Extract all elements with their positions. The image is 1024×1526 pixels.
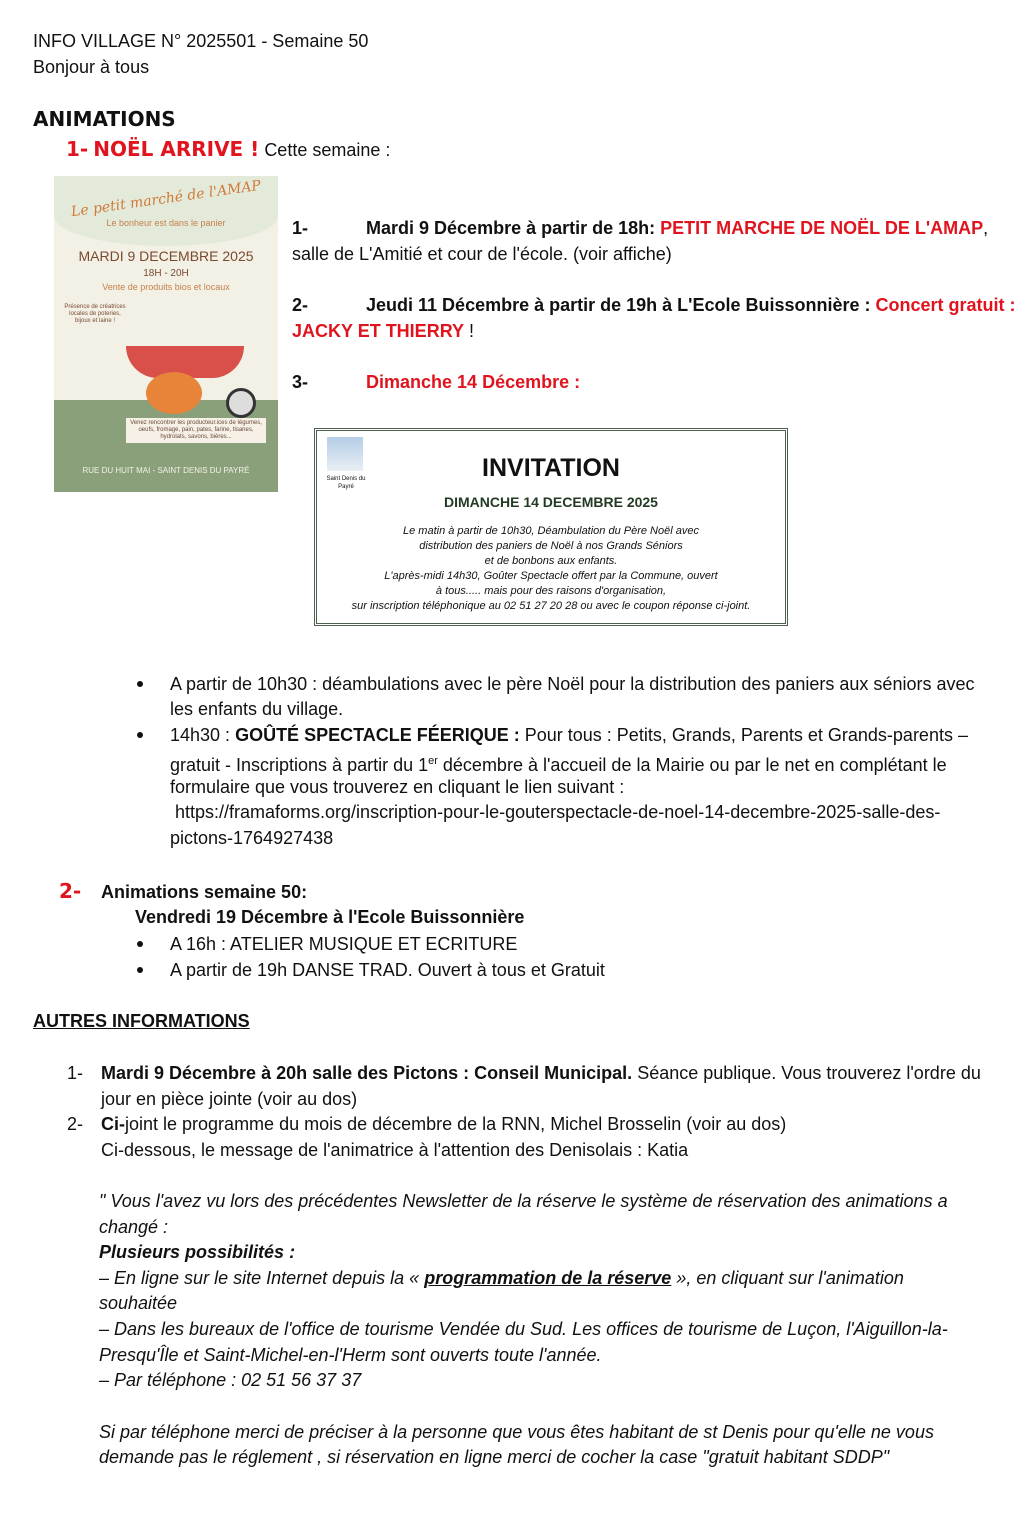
info-1-title: Mardi 9 Décembre à 20h salle des Pictons : Conseil Municipal. — [101, 1063, 633, 1083]
poster-tagline: Vente de produits bios et locaux — [102, 282, 230, 292]
bullet-icon — [137, 681, 143, 687]
event-1-location: salle de L'Amitié et cour de l'école. (voir affiche) — [292, 244, 672, 264]
quote-text: », en cliquant sur l'animation — [671, 1268, 904, 1288]
event-number: 2- — [292, 295, 309, 315]
noel-title: NOËL ARRIVE ! — [93, 137, 260, 161]
invitation-line: L'après-midi 14h30, Goûter Spectacle offert par la Commune, ouvert — [384, 570, 718, 582]
bullet-2-text: gratuit - Inscriptions à partir du 1 — [170, 755, 429, 775]
amap-market-poster — [54, 176, 278, 492]
invitation-line: à tous..... mais pour des raisons d'organisation, — [435, 585, 667, 597]
quote-line: changé : — [99, 1217, 169, 1237]
noel-intro: Cette semaine : — [264, 140, 391, 160]
item-number: 1- — [67, 1063, 84, 1083]
ordinal-suffix: er — [428, 755, 438, 767]
programmation-link[interactable]: programmation de la réserve — [424, 1268, 672, 1288]
event-number: 1- — [292, 218, 309, 238]
event-number: 3- — [292, 372, 309, 392]
info-2-title: Ci- — [101, 1114, 125, 1134]
poster-time: 18H - 20H — [143, 268, 189, 279]
noel-heading — [66, 138, 390, 161]
info-2 — [101, 1113, 786, 1135]
event-2-punct: ! — [464, 321, 475, 341]
quote-line: " Vous l'avez vu lors des précédentes Newsletter de la réserve le système de réservation des animations a — [99, 1191, 948, 1211]
event-2-artist-names: JACKY ET THIERRY — [292, 321, 465, 341]
wheel-icon — [226, 388, 256, 418]
greeting: Bonjour à tous — [33, 57, 150, 77]
pumpkin-icon — [146, 372, 202, 414]
bullet-2-cont — [170, 750, 947, 776]
bullet-2-title: GOÛTÉ SPECTACLE FÉERIQUE : — [235, 725, 520, 745]
week-item: A partir de 19h DANSE TRAD. Ouvert à tous et Gratuit — [170, 960, 605, 980]
event-1 — [292, 217, 988, 239]
bullet-icon — [137, 941, 143, 947]
invitation-title: INVITATION — [482, 454, 620, 482]
section-number: 2- — [59, 879, 82, 903]
newsletter-title: INFO VILLAGE N° 2025501 - Semaine 50 — [33, 31, 369, 51]
poster-subtitle: Le bonheur est dans le panier — [106, 218, 226, 228]
invitation-line: et de bonbons aux enfants. — [484, 555, 618, 567]
poster-note: Venez rencontrer les producteur.ices de légumes, oeufs, fromage, pain, pates, farine, tisanes, hydrolats, savons, bières... — [126, 418, 266, 443]
event-1-title: PETIT MARCHE DE NOËL DE L'AMAP — [660, 218, 984, 238]
info-2-text: joint le programme du mois de décembre de la RNN, Michel Brosselin (voir au dos) — [125, 1114, 787, 1134]
event-2 — [292, 294, 1016, 316]
quote-line: Presqu'Île et Saint-Michel-en-l'Herm sont ouverts toute l'année. — [99, 1345, 602, 1365]
quote-line: Plusieurs possibilités : — [99, 1242, 296, 1262]
invitation-date: DIMANCHE 14 DECEMBRE 2025 — [444, 494, 658, 510]
event-3-date: Dimanche 14 Décembre : — [366, 372, 581, 392]
invitation-line: distribution des paniers de Noël à nos Grands Séniors — [419, 540, 683, 552]
week-item: A 16h : ATELIER MUSIQUE ET ECRITURE — [170, 934, 518, 954]
bullet-2-text: Pour tous : Petits, Grands, Parents et Grands-parents – — [519, 725, 968, 745]
poster-date: MARDI 9 DECEMBRE 2025 — [78, 248, 254, 264]
event-2-date: Jeudi 11 Décembre à partir de 19h à L'Ecole Buissonnière : — [366, 295, 871, 315]
invitation-card — [314, 428, 788, 626]
bullet-2 — [170, 724, 968, 746]
bullet-1-cont: les enfants du village. — [170, 699, 344, 719]
event-2-artists — [292, 320, 474, 342]
info-1 — [101, 1062, 981, 1084]
bullet-2-text: décembre à l'accueil de la Mairie ou par le net en complétant le — [437, 755, 947, 775]
framaforms-link[interactable]: https://framaforms.org/inscription-pour-le-gouterspectacle-de-noel-14-decembre-2025-salle-des- — [175, 802, 941, 822]
bullet-icon — [137, 732, 143, 738]
poster-title: Le petit marché de l'AMAP — [70, 177, 262, 221]
quote-line: Si par téléphone merci de préciser à la personne que vous êtes habitant de st Denis pour qu'elle ne vous — [99, 1422, 934, 1442]
bullet-icon — [137, 967, 143, 973]
invitation-line: sur inscription téléphonique au 02 51 27 20 28 ou avec le coupon réponse ci-joint. — [351, 600, 751, 612]
event-1-date: Mardi 9 Décembre à partir de 18h: — [366, 218, 656, 238]
bullet-2-time: 14h30 : — [170, 725, 236, 745]
autres-heading: AUTRES INFORMATIONS — [33, 1011, 250, 1031]
animations-heading: ANIMATIONS — [33, 107, 176, 131]
bullet-2-cont: formulaire que vous trouverez en cliquant le lien suivant : — [170, 777, 625, 797]
section-number: 1- — [66, 137, 89, 161]
info-1-text: Séance publique. Vous trouverez l'ordre du — [632, 1063, 981, 1083]
bullet-1: A partir de 10h30 : déambulations avec le père Noël pour la distribution des paniers aux séniors avec — [170, 674, 975, 694]
quote-line: souhaitée — [99, 1293, 178, 1313]
poster-address: RUE DU HUIT MAI - SAINT DENIS DU PAYRÉ — [82, 466, 250, 475]
event-3 — [292, 371, 580, 393]
quote-line: demande pas le réglement , si réservation en ligne merci de cocher la case "gratuit habitant SDDP" — [99, 1447, 890, 1467]
invitation-line: Le matin à partir de 10h30, Déambulation du Père Noël avec — [403, 525, 699, 537]
event-2-title: Concert gratuit : — [875, 295, 1016, 315]
logo-caption: Saint Denis du Payré — [326, 476, 366, 490]
info-1-cont: jour en pièce jointe (voir au dos) — [101, 1089, 358, 1109]
quote-line: – Dans les bureaux de l'office de tourisme Vendée du Sud. Les offices de tourisme de Luçon, l'Aiguillon-la- — [99, 1319, 948, 1339]
week-subtitle: Vendredi 19 Décembre à l'Ecole Buissonnière — [135, 907, 525, 927]
week-title: Animations semaine 50: — [101, 882, 308, 902]
poster-side-note: Présence de créatrices locales de poteries, bijoux et laine ! — [64, 304, 126, 324]
event-1-punct: , — [983, 218, 989, 238]
framaforms-link-cont[interactable]: pictons-1764927438 — [170, 828, 334, 848]
info-2-cont: Ci-dessous, le message de l'animatrice à l'attention des Denisolais : Katia — [101, 1140, 689, 1160]
quote-text: – En ligne sur le site Internet depuis la « — [99, 1268, 425, 1288]
quote-line: – Par téléphone : 02 51 56 37 37 — [99, 1370, 362, 1390]
quote-line — [99, 1267, 904, 1289]
invitation-body — [317, 524, 785, 614]
item-number: 2- — [67, 1114, 84, 1134]
